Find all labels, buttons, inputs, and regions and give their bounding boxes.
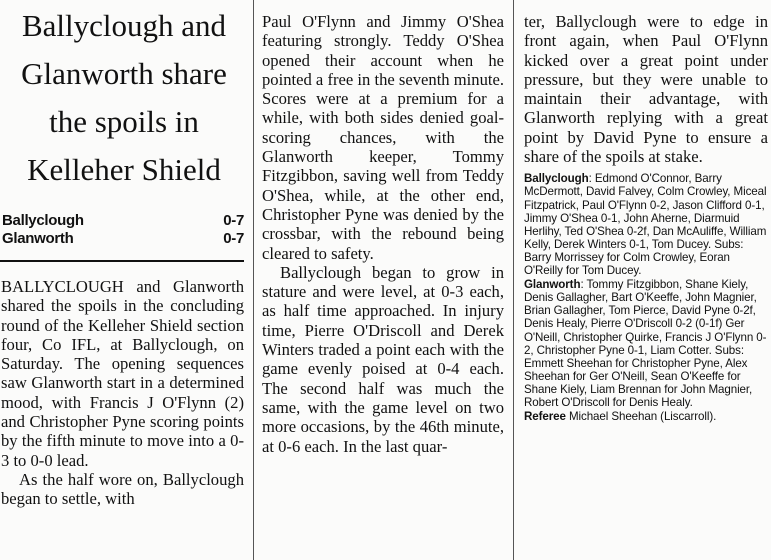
article-paragraph-2: As the half wore on, Ballyclough began to settle, with — [1, 469, 244, 509]
headline-line-1: Ballyclough and — [21, 8, 227, 43]
team-name: Ballyclough — [2, 212, 84, 229]
team-score: 0-7 — [223, 230, 244, 247]
team-score: 0-7 — [223, 212, 244, 229]
column-rule-1 — [253, 0, 254, 560]
column-3 — [524, 0, 768, 424]
lineup-label: Referee — [524, 410, 566, 424]
team-name: Glanworth — [2, 230, 74, 247]
headline-line-2: Glanworth share — [21, 56, 227, 91]
article-paragraph-5: ter, Ballyclough were to edge in front again, when Paul O'Flynn kicked over a great point under pressure, but they were unable to maintain their advantage, with Glanworth replying with a great point by David Pyne to ensure a share of the spoils at stake. — [524, 12, 768, 167]
column-2 — [262, 0, 504, 456]
score-row-glanworth — [0, 230, 248, 248]
lineup-text: Michael Sheehan (Liscarroll). — [565, 410, 717, 424]
article-paragraph-3: Paul O'Flynn and Jimmy O'Shea featuring strongly. Teddy O'Shea opened their account when he pointed a free in the seventh minute. Scores were at a premium for a while, with both sides denied goal-scoring chances, with the Glanworth keeper, Tommy Fitzgibbon, saving well from Teddy O'Shea, while, at the other end, Christopher Pyne was denied by the crossbar, with the rebound being cleared to safety. — [262, 12, 504, 263]
article-paragraph-1: BALLYCLOUGH and Glanworth shared the spoils in the concluding round of the Kelleher Shield section four, Co IFL, at Ballyclough, on Saturday. The opening sequences saw Glanworth start in a determined mood, with Francis J O'Flynn (2) and Christopher Pyne scoring points by the fifth minute to move into a 0-3 to 0-0 lead. — [1, 277, 244, 470]
headline — [0, 0, 248, 194]
lineup-text: : Tommy Fitzgibbon, Shane Kiely, Denis Gallagher, Bart O'Keeffe, John Magnier, Brian Gallagher, Tom Pierce, David Pyne 0-2f, Denis Healy, Pierre O'Driscoll 0-2 (0-1f) Ger O'Neill, Christopher Quirke, Francis J O'Flynn 0-2, Christopher Pyne 0-1, Liam Cotter. Subs: Emmett Sheehan for Christopher Pyne, Alex Sheehan for Ger O'Neill, Sean O'Keeffe for Shane Kiely, Liam Brennan for John Magnier, Robert O'Driscoll for Denis Healy. — [524, 278, 767, 409]
lineup-text: : Edmond O'Connor, Barry McDermott, David Falvey, Colm Crowley, Miceal Fitzpatrick, Paul O'Flynn 0-2, Jason Clifford 0-1, Jimmy O'Shea 0-1, John Aherne, Diarmuid Herlihy, Ted O'Shea 0-2f, Dan McAuliffe, William Kelly, Derek Winters 0-1, Tom Ducey. Subs: Barry Morrissey for Colm Crowley, Eoran O'Reilly for Tom Ducey. — [524, 172, 767, 278]
score-box — [0, 212, 248, 262]
lineups — [524, 172, 768, 423]
lineup-label: Ballyclough — [524, 172, 589, 186]
headline-line-4: Kelleher Shield — [27, 152, 221, 187]
lineup-label: Glanworth — [524, 278, 581, 292]
score-row-ballyclough — [0, 212, 248, 230]
article-paragraph-4: Ballyclough began to grow in stature and were level, at 0-3 each, as half time approached. In injury time, Pierre O'Driscoll and Derek Winters traded a point each with the game evenly poised at 0-4 each. The second half was much the same, with the game level on two more occasions, by the 46th minute, at 0-6 each. In the last quar- — [262, 262, 504, 456]
score-divider — [0, 260, 244, 262]
lineup-referee — [524, 410, 768, 423]
headline-line-3: the spoils in — [49, 104, 199, 139]
lineup-glanworth — [524, 278, 768, 409]
column-rule-2 — [513, 0, 514, 560]
column-1 — [0, 0, 248, 509]
lineup-ballyclough — [524, 172, 768, 277]
